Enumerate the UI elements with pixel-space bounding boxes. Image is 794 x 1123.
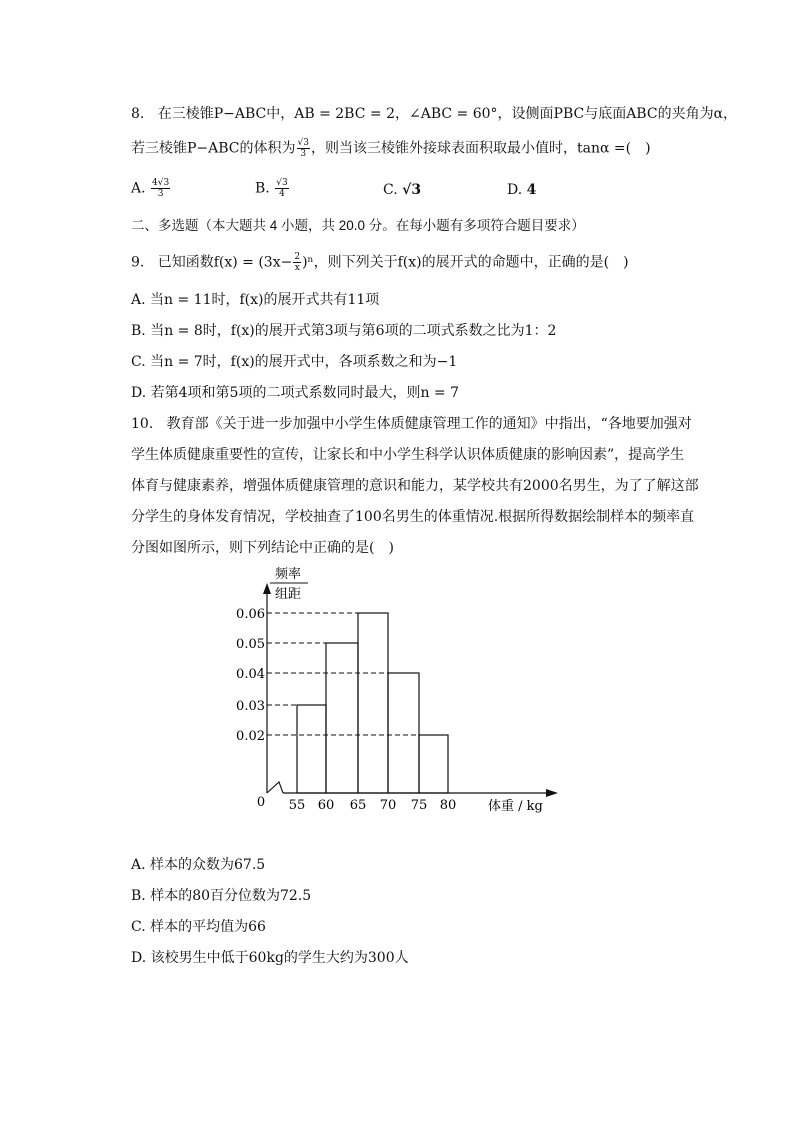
y-axis-label-numerator: 频率 [275, 567, 302, 582]
option-label: A. [131, 857, 146, 873]
option-label: B. [131, 323, 146, 339]
histogram-bar-70-75 [388, 673, 419, 793]
histogram-bar-55-60 [297, 705, 326, 793]
fraction-denominator: 3 [300, 149, 307, 159]
option-label: A. [131, 180, 146, 197]
option-label: B. [131, 888, 146, 904]
histogram-bar-75-80 [419, 735, 448, 793]
q10-stem-line3: 体育与健康素养，增强体质健康管理的意识和能力，某学校共有2000名男生，为了了解这部 [131, 478, 699, 494]
question-number: 8. [131, 106, 145, 122]
q9-stem-post: )ⁿ，则下列关于f(x)的展开式的命题中，正确的是( ) [302, 254, 629, 271]
option-label: D. [131, 950, 147, 966]
origin-label: 0 [256, 795, 266, 810]
option-label: D. [131, 385, 147, 401]
option-text: 当n = 8时，f(x)的展开式第3项与第6项的二项式系数之比为1：2 [150, 323, 557, 339]
option-text: 样本的众数为67.5 [150, 857, 266, 873]
y-tick-label: 0.06 [236, 607, 265, 622]
x-axis-label: 体重 / kg [488, 799, 543, 814]
y-axis-label-denominator: 组距 [275, 587, 302, 602]
x-tick-label: 55 [288, 798, 306, 813]
q9-stem-pre: 已知函数f(x) = (3x− [157, 254, 293, 271]
option-label: B. [255, 180, 270, 197]
fraction-numerator: √3 [276, 178, 288, 188]
option-text: 样本的平均值为66 [150, 919, 266, 935]
fraction-denominator: 4 [279, 189, 285, 199]
option-label: C. [131, 354, 146, 370]
q8-stem-line1: 在三棱锥P−ABC中，AB = 2BC = 2，∠ABC = 60°，设侧面PBC与底面ABC的夹角为α， [157, 106, 738, 122]
histogram-bar-60-65 [326, 643, 358, 793]
option-text: 样本的80百分位数为72.5 [150, 888, 312, 904]
histogram-bar-65-70 [358, 613, 388, 793]
option-label: C. [383, 182, 398, 198]
q8-stem-line2-pre: 若三棱锥P−ABC的体积为 [131, 140, 296, 157]
fraction-numerator: 4√3 [152, 178, 170, 188]
y-axis-arrow-icon [263, 583, 271, 594]
y-tick-label: 0.05 [236, 637, 265, 652]
option-text: 4 [526, 182, 537, 198]
option-label: C. [131, 919, 146, 935]
option-text: √3 [402, 182, 422, 198]
q10-option-a[interactable] [131, 855, 265, 875]
option-text: 若第4项和第5项的二项式系数同时最大，则n = 7 [150, 385, 460, 401]
q10-text: 教育部《关于进一步加强中小学生体质健康管理工作的通知》中指出，“各地要加强对 [166, 416, 692, 432]
option-text: 当n = 11时，f(x)的展开式共有11项 [150, 292, 380, 308]
option-text: 该校男生中低于60kg的学生大约为300人 [150, 950, 409, 966]
y-tick-label: 0.03 [236, 699, 265, 714]
fraction-denominator: x [294, 263, 300, 273]
q10-stem-line4: 分学生的身体发育情况，学校抽查了100名男生的体重情况.根据所得数据绘制样本的频率直 [131, 509, 695, 525]
option-text: 当n = 7时，f(x)的展开式中，各项系数之和为−1 [150, 354, 458, 370]
x-tick-label: 65 [349, 798, 367, 813]
q10-stem-line5: 分图如图所示，则下列结论中正确的是( ) [131, 540, 394, 556]
fraction-numerator: 2 [294, 252, 301, 262]
q10-option-d[interactable] [131, 948, 409, 968]
question-number: 9. [131, 254, 145, 271]
section-header-multi-choice: 二、多选题（本大题共 4 小题，共 20.0 分。在每小题有多项符合题目要求） [131, 218, 585, 233]
option-label: A. [131, 292, 146, 308]
x-axis-break-icon [267, 782, 283, 793]
q8-stem-line2-post: ，则当该三棱锥外接球表面积取最小值时，tanα =( ) [311, 140, 651, 157]
fraction-numerator: √3 [297, 138, 309, 148]
x-axis-arrow-icon [546, 789, 558, 797]
x-tick-label: 70 [379, 798, 397, 813]
q10-stem-line2: 学生体质健康重要性的宣传，让家长和中小学生科学认识体质健康的影响因素”，提高学生 [131, 447, 685, 463]
question-number: 10. [131, 416, 154, 432]
option-label: D. [507, 182, 523, 198]
y-tick-label: 0.04 [236, 667, 265, 682]
q10-option-b[interactable] [131, 886, 311, 906]
q10-option-c[interactable] [131, 917, 266, 937]
x-tick-label: 60 [317, 798, 335, 813]
x-tick-label: 80 [439, 798, 457, 813]
y-tick-label: 0.02 [236, 729, 265, 744]
x-tick-label: 75 [410, 798, 428, 813]
fraction-denominator: 3 [157, 189, 164, 199]
